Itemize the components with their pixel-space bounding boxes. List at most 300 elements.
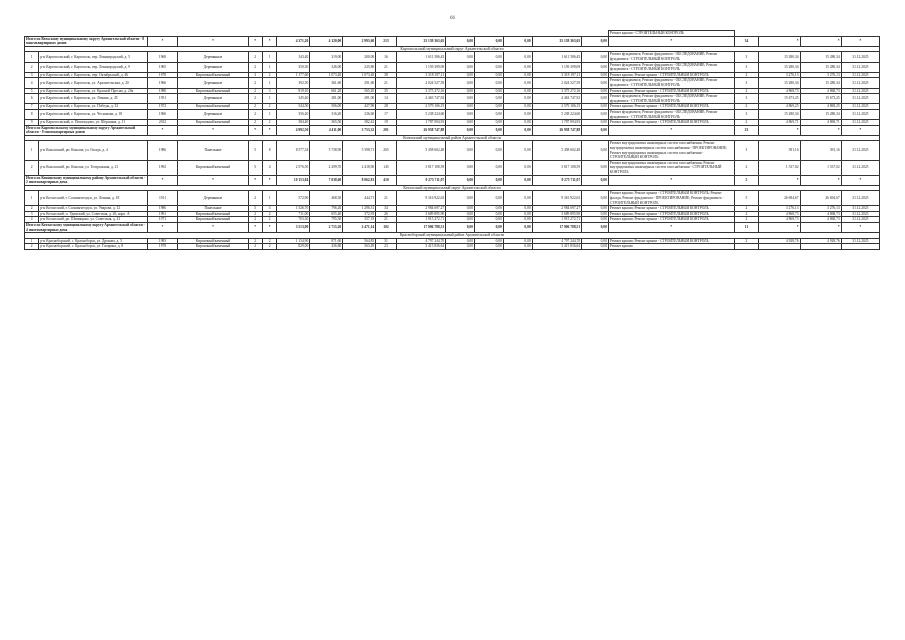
work-cell: * — [608, 125, 734, 135]
area-cell: 345,40 — [277, 94, 310, 104]
year-cell: 1992 — [147, 160, 178, 175]
table-body — [25, 31, 880, 250]
liv-cell: 796,20 — [310, 206, 343, 212]
liv-cell: 436,80 — [310, 244, 343, 250]
area-cell: 711,00 — [277, 211, 310, 217]
area-cell: 8 577,34 — [277, 141, 310, 160]
limit-cell: * — [800, 36, 841, 46]
date-cell: 31.12.2025 — [841, 191, 879, 206]
c4-cell: 0,00 — [503, 175, 532, 185]
floors-cell: 5 — [248, 206, 262, 212]
c2-cell: 0,00 — [446, 52, 475, 62]
cost-cell: 1 611 586,45 — [396, 52, 445, 62]
area-cell: 384,40 — [277, 120, 310, 126]
c6-cell: 0,00 — [582, 62, 609, 72]
area-cell: 343,40 — [277, 52, 310, 62]
cost-cell: 9 316 922,63 — [396, 191, 445, 206]
row-number: 3 — [25, 72, 39, 78]
c2-cell: 0,00 — [446, 62, 475, 72]
liv-cell: 795,30 — [310, 217, 343, 223]
c4-cell: 0,00 — [503, 104, 532, 110]
section-title: Коношский муниципальный район Архангельской области — [25, 135, 880, 141]
livo-cell: 5 398,71 — [343, 141, 376, 160]
area-cell: 3 513,90 — [277, 222, 310, 232]
c3-cell: 0,00 — [475, 160, 504, 175]
area-cell: 829,00 — [277, 244, 310, 250]
limit-cell: 15 673,25 — [800, 94, 841, 104]
c3-cell: 0,00 — [475, 78, 504, 88]
rate-cell: 4 869,25 — [759, 104, 800, 110]
entr-cell: 2 — [262, 244, 276, 250]
c5-cell: 9 316 922,63 — [532, 191, 581, 206]
section-title: Каргопольский муниципальный округ Архангельской области — [25, 46, 880, 52]
address-cell: р-н Каргопольский, г. Каргополь, пер. Октябрьский, д. 46 — [39, 72, 147, 78]
address-cell: р-н Коношский, рп. Коноша, ул. Театральная, д. 21 — [39, 160, 147, 175]
livo-cell: 2 418,90 — [343, 160, 376, 175]
units-cell: 5 — [734, 191, 759, 206]
work-cell: * — [608, 222, 734, 232]
cost-cell: 2 024 527,59 — [396, 78, 445, 88]
liv-cell: 365,50 — [310, 120, 343, 126]
year-cell: * — [147, 222, 178, 232]
limit-cell: 4 869,25 — [800, 104, 841, 110]
work-cell: Ремонт фундамента; Ремонт фундамента - ОБСЛЕДОВАНИЕ; Ремонт фундамента - СТРОИТЕЛЬНЫЙ КОНТРОЛЬ — [608, 52, 734, 62]
row-number: 4 — [25, 78, 39, 88]
rate-cell: 3 276,13 — [759, 206, 800, 212]
c2-cell: 0,00 — [446, 238, 475, 244]
area-cell: 4 992,50 — [277, 125, 310, 135]
year-cell: 1971 — [147, 217, 178, 223]
c2-cell: 0,00 — [446, 244, 475, 250]
row-number: 4 — [25, 217, 39, 223]
c4-cell: 0,00 — [503, 244, 532, 250]
units-cell: 3 — [734, 94, 759, 104]
work-cell: Ремонт крыши; Ремонт крыши - СТРОИТЕЛЬНЫЙ КОНТРОЛЬ — [608, 238, 734, 244]
livo-cell: 2 471,14 — [343, 222, 376, 232]
rate-cell: 4 928,76 — [759, 238, 800, 244]
year-cell: 1986 — [147, 141, 178, 160]
date-cell: 31.12.2025 — [841, 211, 879, 217]
date-cell: 31.12.2025 — [841, 62, 879, 72]
work-cell: Ремонт фундамента; Ремонт фундамента - ОБСЛЕДОВАНИЕ; Ремонт фундамента - СТРОИТЕЛЬНЫЙ КОНТРОЛЬ — [608, 62, 734, 72]
work-cell: Ремонт фундамента; Ремонт фундамента - ОБСЛЕДОВАНИЕ; Ремонт фундамента - СТРОИТЕЛЬНЫЙ КОНТРОЛЬ — [608, 109, 734, 119]
rate-cell: 15 280,34 — [759, 78, 800, 88]
year-cell: 1972 — [147, 104, 178, 110]
table-row — [25, 62, 880, 72]
floors-cell: 2 — [248, 88, 262, 94]
c2-cell: 0,00 — [446, 125, 475, 135]
c2-cell: 0,00 — [446, 175, 475, 185]
c4-cell: 0,00 — [503, 94, 532, 104]
c4-cell: 0,00 — [503, 222, 532, 232]
cost-cell: 3 415 836,64 — [396, 244, 445, 250]
rate-cell: 1 537,02 — [759, 160, 800, 175]
c6-cell: 0,00 — [582, 36, 609, 46]
subtotal-label: Итого по Каргопольскому муниципальному округу Архангельской области - 9 многоквартирных домов — [25, 125, 148, 135]
table-row — [25, 52, 880, 62]
table-row — [25, 141, 880, 160]
c6-cell: 0,00 — [582, 78, 609, 88]
c3-cell: 0,00 — [475, 211, 504, 217]
resid-cell: 102 — [376, 222, 397, 232]
area-cell: 10 153,84 — [277, 175, 310, 185]
c5-cell: 5 458 602,48 — [532, 141, 581, 160]
table-row — [25, 160, 880, 175]
c4-cell: 0,00 — [503, 88, 532, 94]
year-cell: 1911 — [147, 191, 178, 206]
limit-cell: 3 276,13 — [800, 206, 841, 212]
cost-cell: 4 463 747,92 — [396, 94, 445, 104]
work-cell: Ремонт крыши; Ремонт крыши - СТРОИТЕЛЬНЫЙ КОНТРОЛЬ — [608, 217, 734, 223]
livo-cell: 1 296,31 — [343, 206, 376, 212]
c5-cell: 5 238 224,60 — [532, 109, 581, 119]
resid-cell: 145 — [376, 160, 397, 175]
cost-cell: 9 275 711,07 — [396, 175, 445, 185]
c5-cell: 9 275 711,07 — [532, 175, 581, 185]
c4-cell: 0,00 — [503, 211, 532, 217]
limit-cell: 3 276,13 — [800, 72, 841, 78]
row-number: 8 — [25, 109, 39, 119]
units-cell — [734, 244, 759, 250]
c3-cell: 0,00 — [475, 244, 504, 250]
rate-cell: * — [759, 175, 800, 185]
year-cell: * — [147, 125, 178, 135]
livo-cell: 565,20 — [343, 88, 376, 94]
livo-cell: 8 062,81 — [343, 175, 376, 185]
floors-cell: 2 — [248, 244, 262, 250]
wall-cell: Кирпичный/каменный — [178, 211, 248, 217]
rate-cell: 4 868,73 — [759, 211, 800, 217]
wall-cell: * — [178, 125, 248, 135]
c2-cell: 0,00 — [446, 211, 475, 217]
c5-cell: 3 318 197,11 — [532, 72, 581, 78]
c6-cell: 0,00 — [582, 175, 609, 185]
wall-cell: Деревянные — [178, 52, 248, 62]
entr-cell: 2 — [262, 120, 276, 126]
livo-cell: 427,90 — [343, 104, 376, 110]
cost-cell: 5 458 602,48 — [396, 141, 445, 160]
c5-cell: 1 611 586,45 — [532, 52, 581, 62]
c6-cell: 0,00 — [582, 141, 609, 160]
livo-cell: 382,42 — [343, 120, 376, 126]
c2-cell: 0,00 — [446, 222, 475, 232]
cost-cell: 2 579 106,15 — [396, 104, 445, 110]
c4-cell: 0,00 — [503, 62, 532, 72]
wall-cell: * — [178, 175, 248, 185]
rate-cell: 4 868,73 — [759, 217, 800, 223]
c4-cell: 0,00 — [503, 72, 532, 78]
cost-cell: 1 915 272,71 — [396, 217, 445, 223]
cost-cell: 26 958 747,88 — [396, 125, 445, 135]
row-number: 2 — [25, 160, 39, 175]
entr-cell: 1 — [262, 52, 276, 62]
c5-cell: 3 817 108,59 — [532, 160, 581, 175]
c2-cell: 0,00 — [446, 109, 475, 119]
units-cell: 3 — [734, 109, 759, 119]
work-cell: Ремонт крыши - СТРОИТЕЛЬНЫЙ КОНТРОЛЬ — [608, 31, 734, 37]
cost-cell: 3 318 197,11 — [396, 72, 445, 78]
wall-cell: Кирпичный/каменный — [178, 104, 248, 110]
area-cell: 544,50 — [277, 104, 310, 110]
entr-cell: * — [262, 125, 276, 135]
c4-cell: 0,00 — [503, 141, 532, 160]
c3-cell: 0,00 — [475, 125, 504, 135]
work-cell: Ремонт внутридомовых инженерных систем газоснабжения; Ремонт внутридомовых инженерных систем газоснабжения - СТРОИТЕЛЬНЫЙ КОНТРОЛЬ — [608, 160, 734, 175]
area-cell: 356,20 — [277, 109, 310, 119]
work-cell: Ремонт крыши; Ремонт крыши - СТРОИТЕЛЬНЫЙ КОНТРОЛЬ — [608, 104, 734, 110]
floors-cell: 2 — [248, 191, 262, 206]
area-cell: 4 371,20 — [277, 36, 310, 46]
floors-cell: * — [248, 125, 262, 135]
liv-cell: 655,40 — [310, 211, 343, 217]
cost-cell: 1 159 299,09 — [396, 62, 445, 72]
livo-cell: 200,00 — [343, 52, 376, 62]
floors-cell: 2 — [248, 104, 262, 110]
table-row — [25, 244, 880, 250]
liv-cell: 661,20 — [310, 88, 343, 94]
work-cell: Ремонт крыши; Ремонт крыши - СТРОИТЕЛЬНЫЙ КОНТРОЛЬ — [608, 206, 734, 212]
limit-cell: 4 868,73 — [800, 217, 841, 223]
address-cell: р-н Каргопольский, г. Каргополь, пер. Ленинградский, д. 5 — [39, 52, 147, 62]
cost-cell: 2 984 697,27 — [396, 206, 445, 212]
c5-cell: 17 906 788,51 — [532, 222, 581, 232]
year-cell: 1960 — [147, 52, 178, 62]
resid-cell: 35 — [376, 88, 397, 94]
c3-cell: 0,00 — [475, 141, 504, 160]
date-cell: 31.12.2025 — [841, 109, 879, 119]
resid-cell: 34 — [376, 206, 397, 212]
address-cell: р-н Красноборский, с. Красноборск, ул. Гагарина, д. 8 — [39, 244, 147, 250]
rate-cell: 15 280,34 — [759, 52, 800, 62]
cost-cell: 17 906 788,51 — [396, 222, 445, 232]
c3-cell: 0,00 — [475, 109, 504, 119]
units-cell: 34 — [734, 36, 759, 46]
floors-cell: 3 — [248, 72, 262, 78]
c2-cell: 0,00 — [446, 120, 475, 126]
date-cell: 31.12.2025 — [841, 160, 879, 175]
c6-cell: 0,00 — [582, 94, 609, 104]
area-cell: 1 177,60 — [277, 72, 310, 78]
entr-cell: 2 — [262, 72, 276, 78]
address-cell: р-н Каргопольский, г. Каргополь, пер. Ленинградский, д. 9 — [39, 62, 147, 72]
date-cell — [841, 244, 879, 250]
row-number: 5 — [25, 88, 39, 94]
liv-cell: 2 715,20 — [310, 222, 343, 232]
units-cell: 2 — [734, 88, 759, 94]
c4-cell: 0,00 — [503, 160, 532, 175]
c3-cell: 0,00 — [475, 191, 504, 206]
units-cell: 11 — [734, 222, 759, 232]
row-number: 3 — [25, 211, 39, 217]
capital-repair-plan-table — [24, 30, 880, 250]
date-cell: 31.12.2025 — [841, 88, 879, 94]
resid-cell: 31 — [376, 238, 397, 244]
resid-cell: 21 — [376, 62, 397, 72]
rate-cell: 4 869,71 — [759, 120, 800, 126]
units-cell: 23 — [734, 125, 759, 135]
date-cell: 31.12.2025 — [841, 141, 879, 160]
row-number: 2 — [25, 206, 39, 212]
c6-cell: 0,00 — [582, 125, 609, 135]
area-cell: 1 526,70 — [277, 206, 310, 212]
date-cell: 31.12.2025 — [841, 217, 879, 223]
livo-cell: 236,60 — [343, 109, 376, 119]
table-row — [25, 191, 880, 206]
year-cell: 1979 — [147, 244, 178, 250]
address-cell: р-н Каргопольский, г. Каргополь, ул. Чеснокова, д. 18 — [39, 109, 147, 119]
subtotal-label: Итого по Котласскому муниципальному округу Архангельской области - 4 многоквартирных дома — [25, 222, 148, 232]
floors-cell: 2 — [248, 211, 262, 217]
livo-cell: 563,49 — [343, 244, 376, 250]
resid-cell: 16 — [376, 52, 397, 62]
entr-cell: 1 — [262, 78, 276, 88]
table-row — [25, 78, 880, 88]
c4-cell: 0,00 — [503, 36, 532, 46]
limit-cell: 4 868,73 — [800, 88, 841, 94]
date-cell: 31.12.2025 — [841, 104, 879, 110]
address-cell: р-н Коношский, рп. Коноша, ул. Гвоздь, д. 4 — [39, 141, 147, 160]
entr-cell: 3 — [262, 88, 276, 94]
year-cell: 1991 — [147, 211, 178, 217]
c6-cell: 0,00 — [582, 217, 609, 223]
area-cell: 703,30 — [277, 217, 310, 223]
c4-cell: 0,00 — [503, 52, 532, 62]
units-cell: 5 — [734, 175, 759, 185]
address-cell: р-н Котласский, п. Удимский, ул. Советская, д. 26, корп. А — [39, 211, 147, 217]
c2-cell: 0,00 — [446, 94, 475, 104]
row-number: 1 — [25, 52, 39, 62]
livo-cell: 564,85 — [343, 238, 376, 244]
limit-cell: 15 280,34 — [800, 78, 841, 88]
c3-cell: 0,00 — [475, 36, 504, 46]
work-cell: Ремонт крыши; Ремонт крыши - СТРОИТЕЛЬНЫЙ КОНТРОЛЬ — [608, 72, 734, 78]
c3-cell: 0,00 — [475, 52, 504, 62]
address-cell: р-н Каргопольский, г. Каргополь, ул. Архангельская, д. 20 — [39, 78, 147, 88]
row-number: 6 — [25, 94, 39, 104]
liv-cell: 506,00 — [310, 104, 343, 110]
subtotal-row — [25, 125, 880, 135]
row-number: 1 — [25, 191, 39, 206]
livo-cell: 444,71 — [343, 191, 376, 206]
c6-cell: 0,00 — [582, 206, 609, 212]
c2-cell: 0,00 — [446, 141, 475, 160]
c6-cell: 0,00 — [582, 191, 609, 206]
limit-cell: 391,16 — [800, 141, 841, 160]
date-cell: 31.12.2025 — [841, 238, 879, 244]
c2-cell: 0,00 — [446, 191, 475, 206]
section-title: Котласский муниципальный округ Архангельской области — [25, 185, 880, 191]
c3-cell: 0,00 — [475, 217, 504, 223]
resid-cell: 28 — [376, 104, 397, 110]
entr-cell: 1 — [262, 109, 276, 119]
resid-cell: 17 — [376, 109, 397, 119]
rate-cell: 26 694,67 — [759, 191, 800, 206]
date-cell: * — [841, 222, 879, 232]
c6-cell: 0,00 — [582, 238, 609, 244]
units-cell: 2 — [734, 217, 759, 223]
year-cell: 1951 — [147, 94, 178, 104]
c3-cell: 0,00 — [475, 72, 504, 78]
c6-cell: 0,00 — [582, 109, 609, 119]
rate-cell: * — [759, 36, 800, 46]
floors-cell: 2 — [248, 217, 262, 223]
c2-cell: 0,00 — [446, 217, 475, 223]
rate-cell: 3 276,13 — [759, 72, 800, 78]
livo-cell: 291,60 — [343, 78, 376, 88]
c6-cell: 0,00 — [582, 120, 609, 126]
cost-cell: 1 787 094,93 — [396, 120, 445, 126]
date-cell: 31.12.2025 — [841, 52, 879, 62]
limit-cell: 4 869,71 — [800, 120, 841, 126]
date-cell: 31.12.2025 — [841, 78, 879, 88]
resid-cell: 410 — [376, 175, 397, 185]
date-cell: * — [841, 125, 879, 135]
wall-cell: Кирпичный/каменный — [178, 217, 248, 223]
address-cell: р-н Каргопольский, г. Каргополь, ул. Победы, д. 32 — [39, 104, 147, 110]
limit-cell: 4 928,76 — [800, 238, 841, 244]
c2-cell: 0,00 — [446, 160, 475, 175]
rate-cell: 391,16 — [759, 141, 800, 160]
work-cell: Ремонт фундамента; Ремонт фундамента - ОБСЛЕДОВАНИЕ; Ремонт фундамента - СТРОИТЕЛЬНЫЙ КОНТРОЛЬ — [608, 78, 734, 88]
year-cell: 1978 — [147, 72, 178, 78]
livo-cell: 357,19 — [343, 217, 376, 223]
c3-cell: 0,00 — [475, 104, 504, 110]
resid-cell: 213 — [376, 36, 397, 46]
year-cell: 1966 — [147, 78, 178, 88]
liv-cell: 326,00 — [310, 62, 343, 72]
wall-cell: Деревянные — [178, 78, 248, 88]
row-number: 2 — [25, 62, 39, 72]
limit-cell: 15 280,34 — [800, 62, 841, 72]
cost-cell: 3 375 272,16 — [396, 88, 445, 94]
c4-cell: 0,00 — [503, 78, 532, 88]
floors-cell: 2 — [248, 94, 262, 104]
units-cell: 3 — [734, 141, 759, 160]
units-cell: 3 — [734, 78, 759, 88]
liv-cell: 316,20 — [310, 109, 343, 119]
year-cell: 1986 — [147, 206, 178, 212]
limit-cell: * — [800, 175, 841, 185]
rate-cell — [759, 244, 800, 250]
c5-cell: 1 787 094,93 — [532, 120, 581, 126]
limit-cell: * — [800, 222, 841, 232]
resid-cell: 21 — [376, 217, 397, 223]
floors-cell: * — [248, 175, 262, 185]
units-cell: 2 — [734, 72, 759, 78]
entr-cell: 1 — [262, 191, 276, 206]
entr-cell: 2 — [262, 211, 276, 217]
c5-cell: 4 463 747,92 — [532, 94, 581, 104]
c3-cell: 0,00 — [475, 94, 504, 104]
entr-cell: 2 — [262, 238, 276, 244]
wall-cell: Деревянные — [178, 191, 248, 206]
c3-cell: 0,00 — [475, 175, 504, 185]
wall-cell: Деревянные — [178, 109, 248, 119]
resid-cell: 19 — [376, 120, 397, 126]
c5-cell: 2 984 697,27 — [532, 206, 581, 212]
work-cell: * — [608, 36, 734, 46]
c5-cell: 3 415 836,64 — [532, 244, 581, 250]
c4-cell: 0,00 — [503, 120, 532, 126]
floors-cell: 2 — [248, 120, 262, 126]
floors-cell: 5 — [248, 141, 262, 160]
year-cell: 1966 — [147, 109, 178, 119]
wall-cell: Кирпичный/каменный — [178, 72, 248, 78]
floors-cell: 5 — [248, 160, 262, 175]
floors-cell: 2 — [248, 109, 262, 119]
liv-cell: 4 411,00 — [310, 125, 343, 135]
wall-cell: Деревянные — [178, 62, 248, 72]
